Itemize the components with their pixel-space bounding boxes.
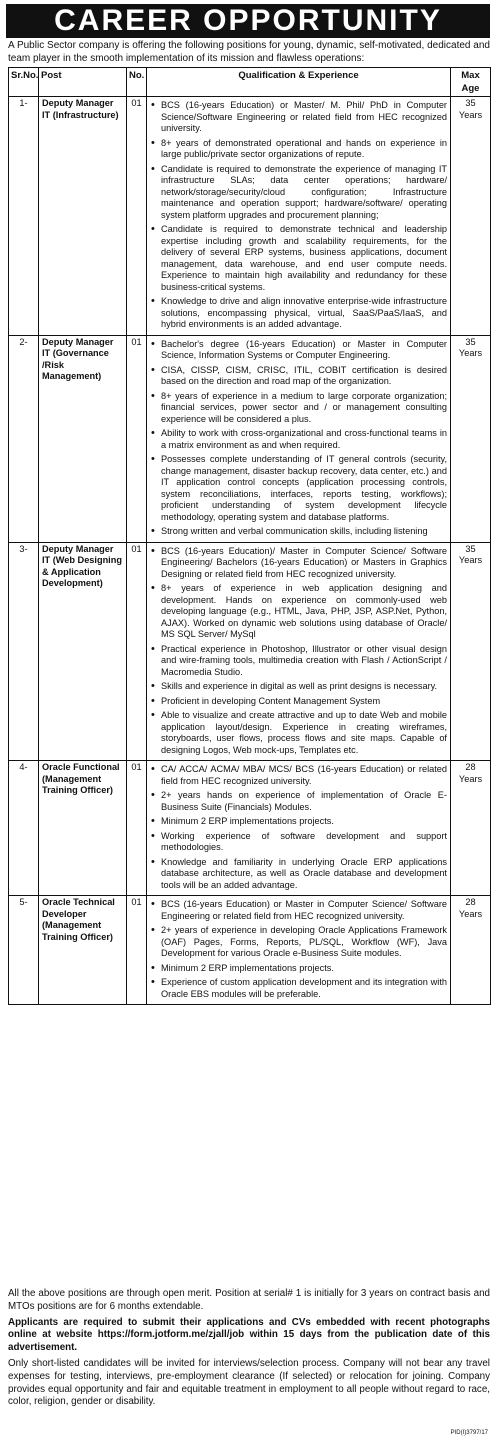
row-post: Deputy Manager IT (Infrastructure) [39, 97, 127, 336]
row-qualifications [147, 97, 451, 336]
qualification-item: • CA/ ACCA/ ACMA/ MBA/ MCS/ BCS (16-years Education) or related field from HEC recognized university. [161, 764, 447, 787]
positions-table [8, 67, 491, 1005]
qualification-list [150, 764, 447, 891]
qualification-item: • Minimum 2 ERP implementations projects. [161, 816, 447, 828]
qualification-item: • 8+ years of experience in a medium to large corporate organization; financial services, power sector and / or management consulting experience will be considered a plus. [161, 391, 447, 426]
header-max-age: Max Age [451, 68, 491, 97]
intro-text: A Public Sector company is offering the following positions for young, dynamic, self-motivated, dedicated and team player in the smooth implementation of its mission and flawless operations: [8, 40, 490, 64]
qualification-item: • Candidate is required to demonstrate technical and leadership expertise including growth and scalability requirements, for the delivery of several ERP systems, business applications, document management, data warehouse, and end user compute needs. Experience to maintain high availability and redundancy for these business-critical systems. [161, 224, 447, 293]
row-post: Oracle Technical Developer (Management Training Officer) [39, 896, 127, 1005]
qualification-item: • 8+ years of experience in web application designing and development. Hands on experience on commonly-used web developing language (e.g., HTML, Java, PHP, JSP, ASP.Net, Python, AJAX). Worked on dynamic web solutions using database of Oracle/ MS SQL Server/ MySql [161, 583, 447, 641]
qualification-item: • Knowledge and familiarity in underlying Oracle ERP applications database architecture, as well as Oracle database and development tools will be an added advantage. [161, 857, 447, 892]
row-qualifications [147, 542, 451, 761]
row-max-age: 28 Years [451, 896, 491, 1005]
qualification-item: • 2+ years hands on experience of implementation of Oracle E-Business Suite (Financials) Modules. [161, 790, 447, 813]
table-header-row [9, 68, 491, 97]
header-srno: Sr.No. [9, 68, 39, 97]
row-count: 01 [127, 761, 147, 896]
qualification-list [150, 546, 447, 757]
qualification-item: • Ability to work with cross-organizational and cross-functional teams in a matrix environment as and when required. [161, 428, 447, 451]
table-row [9, 97, 491, 336]
row-qualifications [147, 335, 451, 542]
row-qualifications [147, 761, 451, 896]
qualification-item: • Knowledge to drive and align innovative enterprise-wide infrastructure solutions, encompassing physical, virtual, SaaS/PaaS/IaaS, and hybrid environments is an added advantage. [161, 296, 447, 331]
row-srno: 4- [9, 761, 39, 896]
qualification-item: • BCS (16-years Education) or Master in Computer Science/ Software Engineering or related field from HEC recognized university. [161, 899, 447, 922]
shortlist-note: Only short-listed candidates will be invited for interviews/selection process. Company will not bear any travel expenses for testing, interviews, pre-employment clearance (If selected) or relocation for joining. Company provides equal opportunity and fair and equitable treatment in employment to all people without regard to race, color, religion, gender or disability. [8, 1357, 490, 1408]
qualification-item: • Proficient in developing Content Management System [161, 696, 447, 708]
row-max-age: 35 Years [451, 542, 491, 761]
header-qualification: Qualification & Experience [147, 68, 451, 97]
qualification-list [150, 100, 447, 331]
qualification-item: • BCS (16-years Education)/ Master in Computer Science/ Software Engineering/ Bachelors (16-years Education) or Masters in Graphics Designing or related field from HEC recognized university. [161, 546, 447, 581]
row-srno: 3- [9, 542, 39, 761]
qualification-item: • Strong written and verbal communication skills, including listening [161, 526, 447, 538]
table-row [9, 335, 491, 542]
qualification-item: • Bachelor's degree (16-years Education) or Master in Computer Science, Information Systems or Computer Engineering. [161, 339, 447, 362]
row-count: 01 [127, 97, 147, 336]
merit-note: All the above positions are through open merit. Position at serial# 1 is initially for 3 years on contract basis and MTOs positions are for 6 months extendable. [8, 1288, 490, 1312]
qualification-item: • 2+ years of experience in developing Oracle Applications Framework (OAF) Pages, Forms, Reports, PL/SQL, Workflow (WF), Java Development for various Oracle e-Business Suite modules. [161, 925, 447, 960]
qualification-list [150, 339, 447, 538]
header-no: No. [127, 68, 147, 97]
row-max-age: 28 Years [451, 761, 491, 896]
row-qualifications [147, 896, 451, 1005]
qualification-item: • Practical experience in Photoshop, Illustrator or other visual design and wire-framing tools, multimedia creation with Flash / ActionScript / Macromedia Studio. [161, 644, 447, 679]
notes-section [8, 1288, 490, 1412]
table-row [9, 896, 491, 1005]
row-count: 01 [127, 542, 147, 761]
table-row [9, 542, 491, 761]
qualification-list [150, 899, 447, 1000]
row-max-age: 35 Years [451, 335, 491, 542]
banner-title: CAREER OPPORTUNITY [6, 4, 490, 38]
row-srno: 2- [9, 335, 39, 542]
qualification-item: • Skills and experience in digital as well as print designs is necessary. [161, 681, 447, 693]
row-max-age: 35 Years [451, 97, 491, 336]
row-post: Deputy Manager IT (Web Designing & Application Development) [39, 542, 127, 761]
row-srno: 1- [9, 97, 39, 336]
row-count: 01 [127, 335, 147, 542]
apply-note: Applicants are required to submit their applications and CVs embedded with recent photographs online at website https://form.jotform.me/zjall/job within 15 days from the publication date of this advertisement. [8, 1316, 490, 1354]
row-post: Oracle Functional (Management Training Officer) [39, 761, 127, 896]
qualification-item: • Minimum 2 ERP implementations projects. [161, 963, 447, 975]
qualification-item: • Experience of custom application development and its integration with Oracle EBS modules will be preferable. [161, 977, 447, 1000]
qualification-item: • Candidate is required to demonstrate the experience of managing IT infrastructure SLAs; data center operations; hardware/ network/storage/security/cloud configuration; Infrastructure maintenance and operation support; hardware/software/ operating system platform upgrades and procurement planning; [161, 164, 447, 222]
qualification-item: • 8+ years of demonstrated operational and hands on experience in large public/private sector organizations of repute. [161, 138, 447, 161]
row-count: 01 [127, 896, 147, 1005]
row-post: Deputy Manager IT (Governance /Risk Management) [39, 335, 127, 542]
table-body [9, 97, 491, 1005]
table-row [9, 761, 491, 896]
header-post: Post [39, 68, 127, 97]
qualification-item: • Working experience of software development and support methodologies. [161, 831, 447, 854]
qualification-item: • CISA, CISSP, CISM, CRISC, ITIL, COBIT certification is desired based on the direction and road map of the organization. [161, 365, 447, 388]
qualification-item: • BCS (16-years Education) or Master/ M. Phil/ PhD in Computer Science/Software Engineering or related field from HEC recognized university. [161, 100, 447, 135]
qualification-item: • Able to visualize and create attractive and up to date Web and mobile application layout/design. Experience in creating wireframes, storyboards, user flows, process flows and site maps. Capable of designing Logos, Web mock-ups, Templates etc. [161, 710, 447, 756]
row-srno: 5- [9, 896, 39, 1005]
qualification-item: • Possesses complete understanding of IT general controls (security, change management, disaster backup recovery, data center, etc.) and IT application control concepts (application processing controls, system reconciliations, interfaces, reports testing, workflows); proficient understanding of system development lifecycle methodology, operating system and database platforms. [161, 454, 447, 523]
pid-code: PID(I)3797/17 [450, 1430, 488, 1436]
